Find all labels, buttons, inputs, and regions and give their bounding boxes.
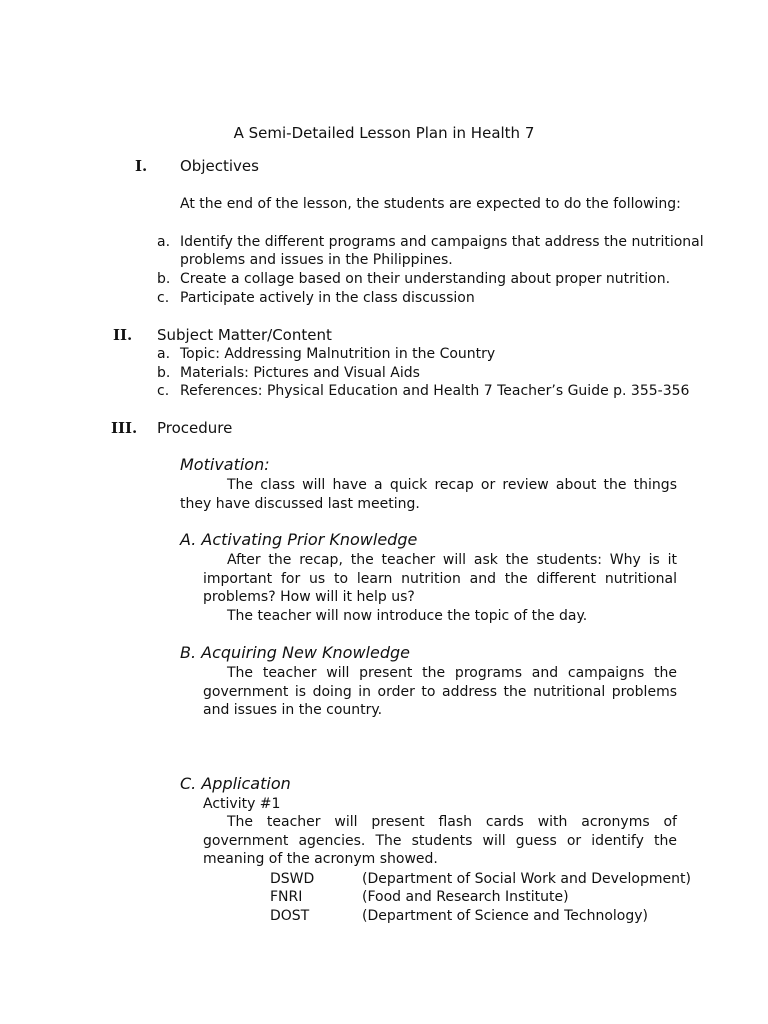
list-letter: a. <box>157 346 171 362</box>
document-title: A Semi-Detailed Lesson Plan in Health 7 <box>233 124 535 142</box>
section-heading-procedure: Procedure <box>157 419 233 437</box>
list-letter: a. <box>157 234 171 250</box>
acronym-code: FNRI <box>270 889 303 905</box>
motivation-paragraph: The class will have a quick recap or review about the things they have discussed last meeting. <box>180 477 677 512</box>
list-letter: b. <box>157 365 171 381</box>
section-heading-objectives: Objectives <box>180 157 259 175</box>
list-text: Identify the different programs and campaigns that address the nutritional <box>180 234 704 250</box>
section-numeral-subject-matter: II. <box>113 326 133 344</box>
section-numeral-procedure: III. <box>111 419 138 437</box>
activating-paragraph: After the recap, the teacher will ask the students: Why is it important for us to learn nutrition and the different nutritional problems? How will it help us? <box>203 552 677 605</box>
section-numeral-objectives: I. <box>135 157 148 175</box>
list-text: Create a collage based on their understanding about proper nutrition. <box>180 271 671 287</box>
list-text: Participate actively in the class discussion <box>180 290 475 306</box>
activating-paragraph-2: The teacher will now introduce the topic of the day. <box>227 608 588 624</box>
application-paragraph: The teacher will present flash cards with acronyms of government agencies. The students will guess or identify the meaning of the acronym showed. <box>203 814 677 867</box>
acquiring-heading: B. Acquiring New Knowledge <box>180 643 410 662</box>
acronym-meaning: (Food and Research Institute) <box>362 889 569 905</box>
motivation-heading: Motivation: <box>180 455 270 474</box>
list-text: problems and issues in the Philippines. <box>180 252 453 268</box>
section-heading-subject-matter: Subject Matter/Content <box>157 326 332 344</box>
application-heading: C. Application <box>180 774 291 793</box>
acronym-code: DOST <box>270 908 310 924</box>
list-letter: c. <box>157 290 170 306</box>
acronym-code: DSWD <box>270 871 315 887</box>
activity-label: Activity #1 <box>203 796 281 812</box>
activating-heading: A. Activating Prior Knowledge <box>180 530 418 549</box>
list-text: Materials: Pictures and Visual Aids <box>180 365 420 381</box>
acronym-meaning: (Department of Social Work and Development) <box>362 871 691 887</box>
acquiring-paragraph: The teacher will present the programs and campaigns the government is doing in order to address the nutritional problems and issues in the country. <box>203 665 677 718</box>
acronym-meaning: (Department of Science and Technology) <box>362 908 648 924</box>
objectives-intro: At the end of the lesson, the students are expected to do the following: <box>180 196 681 212</box>
list-letter: b. <box>157 271 171 287</box>
list-text: Topic: Addressing Malnutrition in the Country <box>180 346 496 362</box>
list-letter: c. <box>157 383 170 399</box>
list-text: References: Physical Education and Health 7 Teacher’s Guide p. 355-356 <box>180 383 690 399</box>
